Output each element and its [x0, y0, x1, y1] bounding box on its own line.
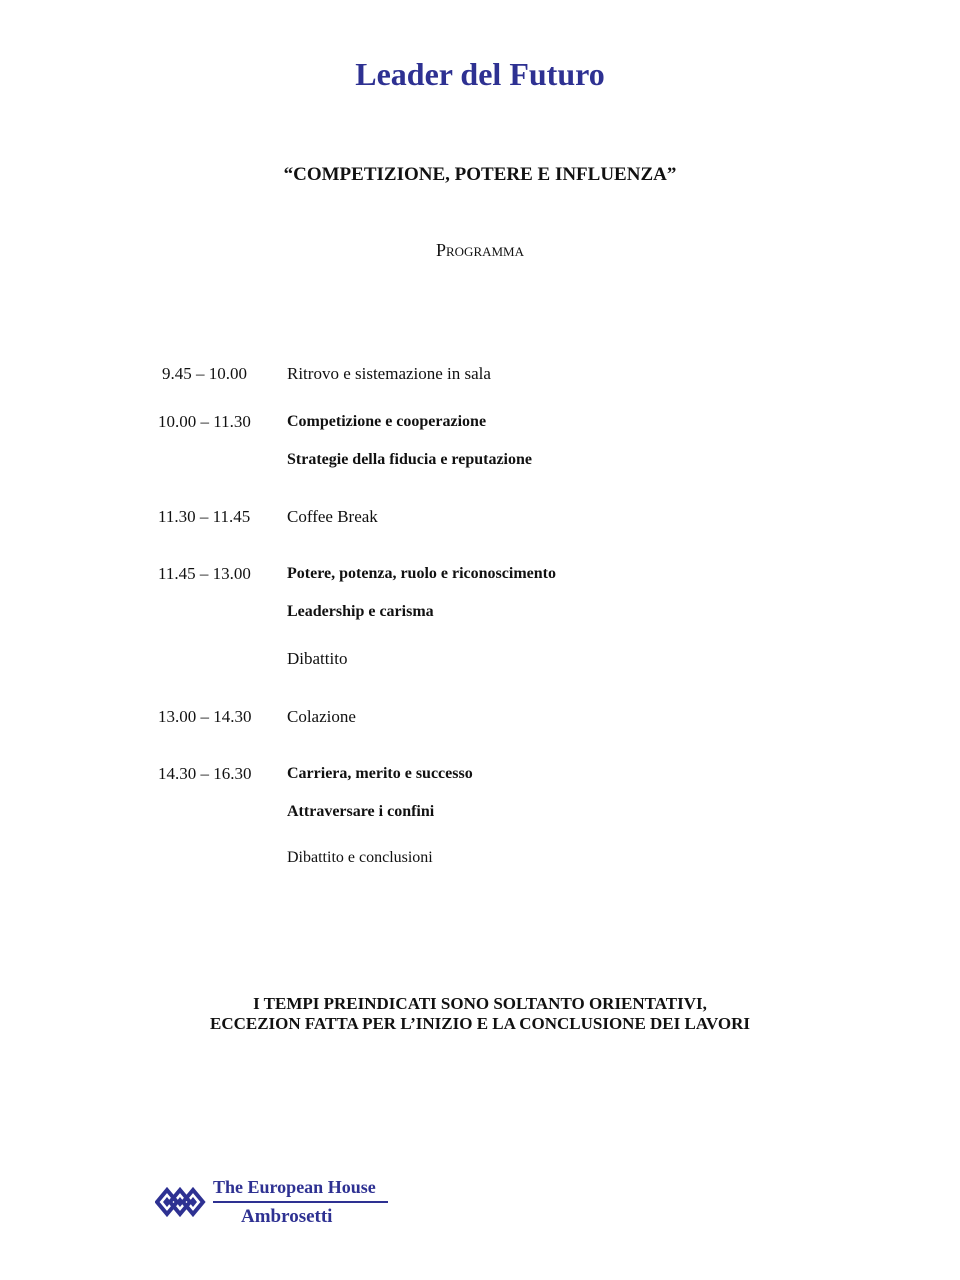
logo-divider — [213, 1201, 388, 1203]
notice-line: ECCEZION FATTA PER L’INIZIO E LA CONCLUSIONE DEI LAVORI — [209, 1014, 750, 1033]
schedule-time: 11.30 – 11.45 — [158, 507, 251, 526]
company-logo — [155, 1176, 395, 1232]
schedule-time: 14.30 – 16.30 — [158, 764, 252, 783]
program-heading: Programma — [435, 240, 525, 260]
notice-line: I TEMPI PREINDICATI SONO SOLTANTO ORIENTATIVI, — [253, 994, 707, 1013]
schedule-item: Dibattito e conclusioni — [287, 849, 433, 866]
schedule-time: 9.45 – 10.00 — [162, 364, 247, 383]
european-house-logo-icon — [155, 1182, 207, 1222]
schedule-time: 13.00 – 14.30 — [158, 707, 252, 726]
page-title: Leader del Futuro — [355, 56, 605, 92]
schedule-time: 10.00 – 11.30 — [158, 412, 251, 431]
schedule-item: Colazione — [287, 707, 356, 726]
schedule-item: Ritrovo e sistemazione in sala — [287, 364, 491, 383]
schedule-item: Potere, potenza, ruolo e riconoscimento — [287, 565, 556, 582]
logo-text-line2: Ambrosetti — [241, 1206, 333, 1227]
schedule-item: Attraversare i confini — [287, 803, 435, 820]
schedule-item: Coffee Break — [287, 507, 378, 526]
schedule-item: Strategie della fiducia e reputazione — [287, 451, 532, 468]
schedule-time: 11.45 – 13.00 — [158, 564, 251, 583]
schedule-item: Leadership e carisma — [287, 603, 434, 620]
schedule-item: Competizione e cooperazione — [287, 413, 487, 430]
event-subtitle: “COMPETIZIONE, POTERE E INFLUENZA” — [283, 164, 677, 185]
timing-notice — [0, 994, 960, 1034]
logo-text-line1: The European House — [213, 1177, 376, 1197]
schedule-item: Dibattito — [287, 649, 348, 668]
schedule-item: Carriera, merito e successo — [287, 765, 473, 782]
